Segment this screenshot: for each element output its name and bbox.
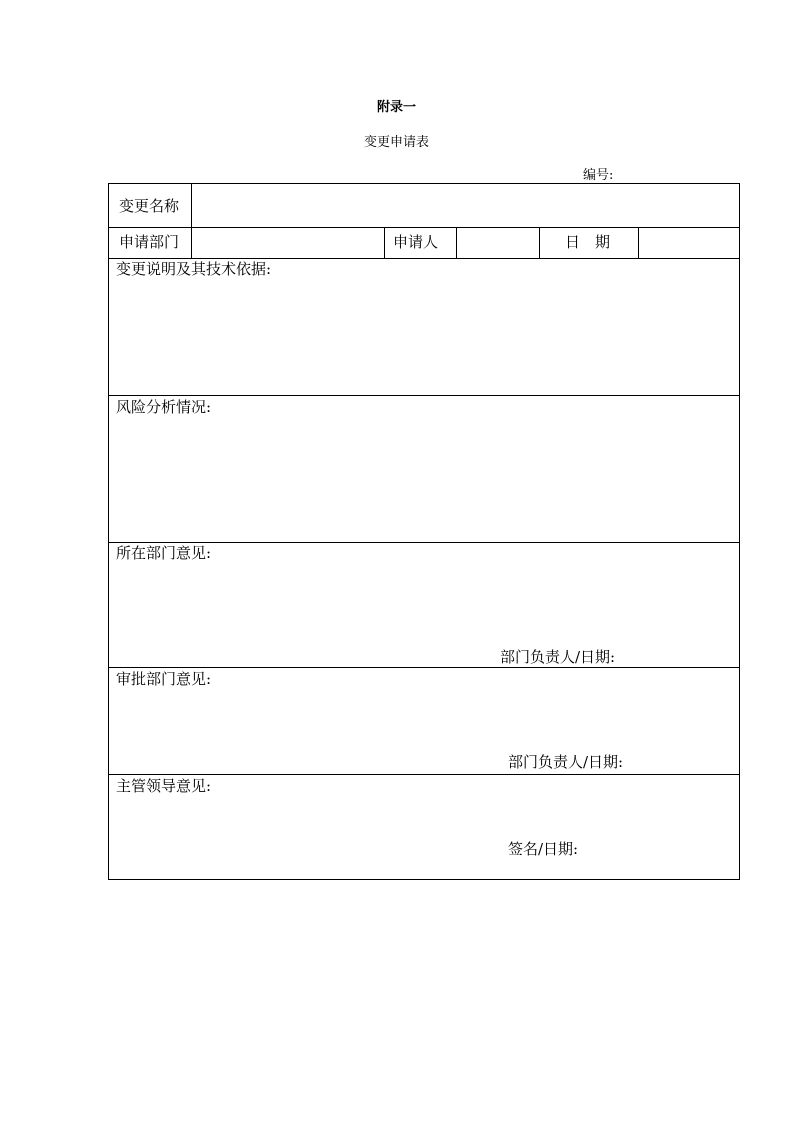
row-divider: [109, 258, 739, 259]
leader-opinion-field[interactable]: [111, 797, 737, 837]
change-name-label: 变更名称: [119, 197, 180, 215]
form-title: 变更申请表: [363, 135, 429, 150]
column-divider: [456, 227, 457, 258]
applicant-dept-field[interactable]: [193, 229, 382, 256]
risk-analysis-field[interactable]: [111, 418, 737, 540]
description-field[interactable]: [111, 280, 737, 393]
dept-opinion-signature: 部门负责人/日期:: [500, 648, 616, 666]
column-divider: [191, 227, 192, 258]
approval-dept-signature: 部门负责人/日期:: [508, 753, 624, 771]
approval-dept-opinion-field[interactable]: [111, 690, 737, 750]
description-label: 变更说明及其技术依据:: [116, 260, 272, 278]
appendix-title: 附录一: [376, 100, 416, 115]
leader-signature: 签名/日期:: [508, 840, 579, 858]
column-divider: [539, 227, 540, 258]
row-divider: [109, 774, 739, 775]
date-field[interactable]: [640, 229, 737, 256]
column-divider: [191, 184, 192, 227]
dept-opinion-field[interactable]: [111, 564, 737, 644]
column-divider: [638, 227, 639, 258]
change-request-form: [108, 183, 740, 880]
applicant-field[interactable]: [458, 229, 537, 256]
dept-opinion-label: 所在部门意见:: [116, 544, 212, 562]
row-divider: [109, 542, 739, 543]
row-divider: [109, 667, 739, 668]
risk-analysis-label: 风险分析情况:: [116, 398, 212, 416]
applicant-label: 申请人: [393, 233, 439, 251]
leader-opinion-label: 主管领导意见:: [116, 777, 212, 795]
date-label: 日 期: [565, 233, 611, 251]
row-divider: [109, 395, 739, 396]
approval-dept-opinion-label: 审批部门意见:: [116, 670, 212, 688]
column-divider: [384, 227, 385, 258]
serial-number-label: 编号:: [583, 168, 614, 183]
change-name-field[interactable]: [193, 186, 737, 225]
row-divider: [109, 227, 739, 228]
applicant-dept-label: 申请部门: [119, 233, 180, 251]
